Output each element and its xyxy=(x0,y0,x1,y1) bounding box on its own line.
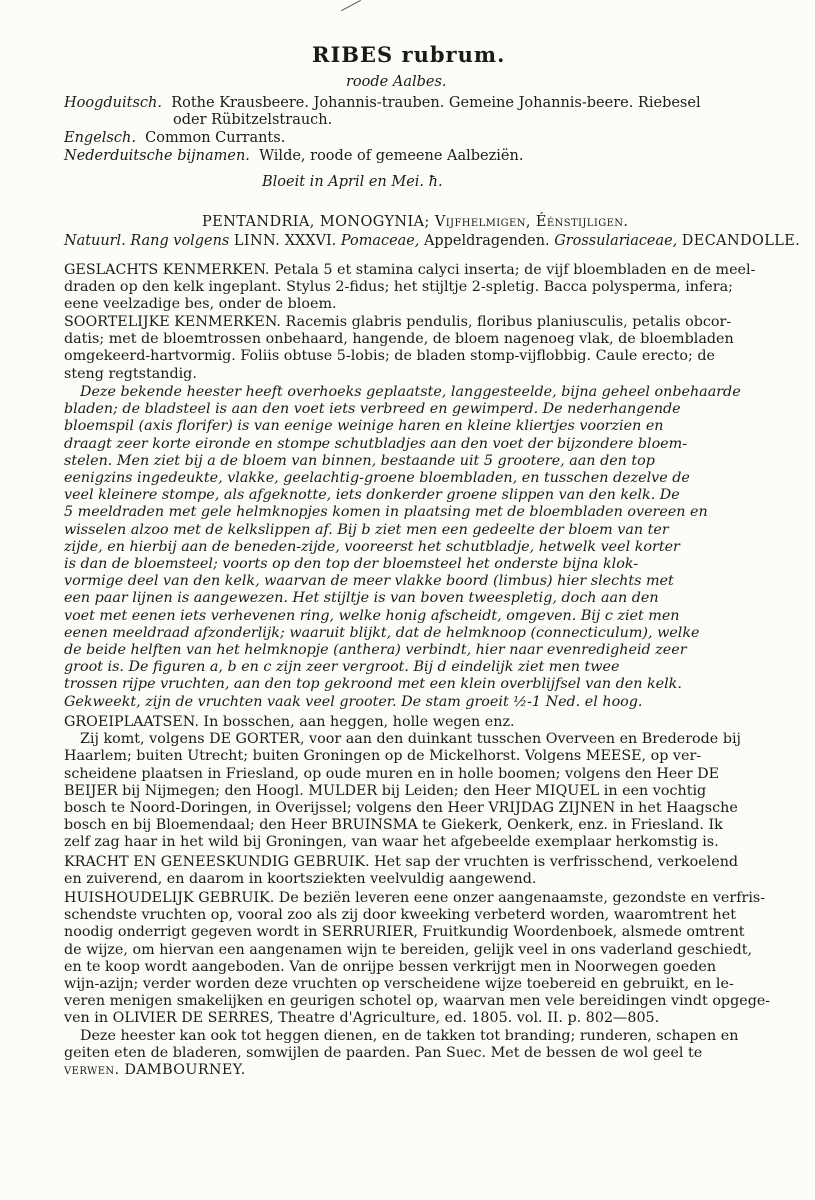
text-line: veel kleinere stompe, als afgeknotte, iets donkerder groene slippen van den kelk. De xyxy=(64,487,680,504)
linnaeus-ref: LINN. xyxy=(233,233,281,249)
english-names xyxy=(64,130,285,147)
habitat xyxy=(64,714,764,852)
english-label: Engelsch. xyxy=(64,130,136,146)
flowering-period: Bloeit in April en Mei. ħ. xyxy=(262,174,443,190)
pomaceae: Pomaceae, xyxy=(340,233,420,249)
description xyxy=(64,384,764,711)
species-characters xyxy=(64,314,764,383)
medicinal-use xyxy=(64,854,764,888)
text-line: SOORTELIJKE KENMERKEN. Racemis glabris pendulis, floribus planiusculis, petalis obcor- xyxy=(64,314,732,330)
decandolle-ref: DECANDOLLE. xyxy=(681,233,801,249)
text-line: bosch te Noord-Doringen, in Overijssel; volgens den Heer VRIJDAG ZIJNEN in het Haagsche xyxy=(64,800,738,817)
text-line: de beide helften van het helmknopje (anthera) verbindt, hier naar evenredigheid zeer xyxy=(64,642,687,659)
german-names: Rothe Krausbeere. Johannis-trauben. Gemeine Johannis-beere. Riebesel xyxy=(171,95,701,111)
classification-line1: PENTANDRIA, MONOGYNIA; Vijfhelmigen, Éénstijligen. xyxy=(202,214,629,230)
text-line: bloemspil (axis florifer) is van eenige weinige haren en kleine kliertjes voorzien en xyxy=(64,418,664,435)
order-number: XXXVI. xyxy=(284,233,337,249)
text-line: is dan de bloemsteel; voorts op den top der bloemsteel het onderste bijna klok- xyxy=(64,556,639,573)
text-line: Haarlem; buiten Utrecht; buiten Groningen op de Mickelhorst. Volgens MEESE, op ver- xyxy=(64,748,702,765)
text-line: Deze heester kan ook tot heggen dienen, en de takken tot branding; runderen, schapen en xyxy=(80,1027,739,1044)
dutch-names xyxy=(64,148,523,165)
text-line: de wijze, om hiervan een aangenamen wijn te bereiden, gelijk veel in ons vaderland geschiedt, xyxy=(64,941,753,958)
german-label: Hoogduitsch. xyxy=(64,95,162,111)
text-line: draden op den kelk ingeplant. Stylus 2-fidus; het stijltje 2-spletig. Bacca polysperma, infera; xyxy=(64,279,733,296)
text-line: veren menigen smakelijken en geurigen schotel op, waarvan men vele bereidingen vindt opgege- xyxy=(64,993,771,1010)
text-line: trossen rijpe vruchten, aan den top gekroond met een klein overblijfsel van den kelk. xyxy=(64,676,682,693)
text-line: draagt zeer korte eironde en stompe schutbladjes aan den voet der bijzondere bloem- xyxy=(64,435,688,452)
text-line: stelen. Men ziet bij a de bloem van binnen, bestaande uit 5 grootere, aan den top xyxy=(64,452,655,469)
text-line: HUISHOUDELIJK GEBRUIK. De beziën leveren eene onzer aangenaamste, gezondste en verfris- xyxy=(64,890,766,906)
text-line: 5 meeldraden met gele helmknopjes komen in plaatsing met de bloembladen overeen en xyxy=(64,504,708,521)
text-line: zijde, en hierbij aan de beneden-zijde, vooreerst het schutbladje, hetwelk veel korter xyxy=(64,538,680,555)
text-line: GROEIPLAATSEN. In bosschen, aan heggen, holle wegen enz. xyxy=(64,714,515,730)
text-line: Zij komt, volgens DE GORTER, voor aan den duinkant tusschen Overveen en Brederode bij xyxy=(80,731,741,748)
text-line: eenen meeldraad afzonderlijk; waaruit blijkt, dat de helmknoop (connecticulum), welke xyxy=(64,624,700,641)
text-line: ven in OLIVIER DE SERRES, Theatre d'Agriculture, ed. 1805. vol. II. p. 802—805. xyxy=(64,1010,660,1027)
text-line: schendste vruchten op, vooral zoo als zij door kweeking verbeterd worden, waaromtrent het xyxy=(64,907,736,924)
household-use xyxy=(64,890,771,1079)
german-names-line2: oder Rübitzelstrauch. xyxy=(173,112,333,128)
text-line: en zuiverend, en daarom in koortsziekten veelvuldig aangewend. xyxy=(64,871,537,888)
text-line: wijn-azijn; verder worden deze vruchten op verscheidene wijze toebereid en gebruikt, en le- xyxy=(64,976,734,993)
dutch-label: Nederduitsche bijnamen. xyxy=(64,148,250,164)
appeldragenden: Appeldragenden. xyxy=(423,233,550,249)
text-line: scheidene plaatsen in Friesland, op oude muren en in holle boomen; volgens den Heer DE xyxy=(64,765,720,782)
text-line: Deze bekende heester heeft overhoeks geplaatste, langgesteelde, bijna geheel onbehaarde xyxy=(80,384,741,400)
genus-name: RIBES xyxy=(312,42,394,67)
classification-line2 xyxy=(64,233,800,250)
grossulariaceae: Grossulariaceae, xyxy=(554,233,678,249)
dutch-value: Wilde, roode of gemeene Aalbeziën. xyxy=(259,148,524,164)
text-line: Gekweekt, zijn de vruchten vaak veel grooter. De stam groeit ½-1 Ned. el hoog. xyxy=(64,693,643,710)
text-line: voet met eenen iets verhevenen ring, welke honig afscheidt, omgeven. Bij c ziet men xyxy=(64,607,680,624)
text-line: KRACHT EN GENEESKUNDIG GEBRUIK. Het sap der vruchten is verfrisschend, verkoelend xyxy=(64,854,739,870)
text-line: bosch en bij Bloemendaal; den Heer BRUINSMA te Giekerk, Oenkerk, enz. in Friesland. Ik xyxy=(64,817,723,834)
text-line: zelf zag haar in het wild bij Groningen, van waar het afgebeelde exemplaar herkomstig is. xyxy=(64,834,719,851)
text-line: eene veelzadige bes, onder de bloem. xyxy=(64,296,337,313)
text-line: een paar lijnen is aangewezen. Het stijltje is van boven tweespletig, doch aan den xyxy=(64,590,659,607)
text-line: bladen; de bladsteel is aan den voet iets verbreed en gewimperd. De nederhangende xyxy=(64,401,681,418)
text-line: datis; met de bloemtrossen onbehaard, hangende, de bloem nagenoeg vlak, de bloembladen xyxy=(64,331,734,348)
text-line: GESLACHTS KENMERKEN. Petala 5 et stamina calyci inserta; de vijf bloembladen en de meel- xyxy=(64,262,756,278)
german-names-line1 xyxy=(64,95,701,112)
dutch-common-name: roode Aalbes. xyxy=(346,74,447,90)
text-line: steng regtstandig. xyxy=(64,365,197,382)
english-value: Common Currants. xyxy=(145,130,286,146)
text-line: noodig onderrigt gegeven wordt in SERRURIER, Fruitkundig Woordenboek, alsmede omtrent xyxy=(64,924,745,941)
text-line: eenigzins ingedeukte, vlakke, geelachtig-groene bloembladen, en tusschen dezelve de xyxy=(64,470,690,487)
text-line: vormige deel van den kelk, waarvan de meer vlakke boord (limbus) hier slechts met xyxy=(64,573,674,590)
text-line: omgekeerd-hartvormig. Foliis obtuse 5-lobis; de bladen stomp-vijflobbig. Caule erecto; de xyxy=(64,348,715,365)
page-title xyxy=(312,42,505,67)
text-line: verwen. DAMBOURNEY. xyxy=(64,1062,246,1079)
text-line: groot is. De figuren a, b en c zijn zeer vergroot. Bij d eindelijk ziet men twee xyxy=(64,659,620,676)
text-line: en te koop wordt aangeboden. Van de onrijpe bessen verkrijgt men in Noorwegen goeden xyxy=(64,958,717,975)
text-line: wisselen alzoo met de kelkslippen af. Bij b ziet men een gedeelte der bloem van ter xyxy=(64,521,669,538)
genus-characters xyxy=(64,262,764,314)
text-line: geiten eten de bladeren, somwijlen de paarden. Pan Suec. Met de bessen de wol geel te xyxy=(64,1044,703,1061)
natural-order-label: Natuurl. Rang volgens xyxy=(64,233,230,249)
species-name: rubrum. xyxy=(401,42,506,67)
text-line: BEIJER bij Nijmegen; den Hoogl. MULDER bij Leiden; den Heer MIQUEL in een vochtig xyxy=(64,782,707,799)
print-mark xyxy=(341,0,361,11)
